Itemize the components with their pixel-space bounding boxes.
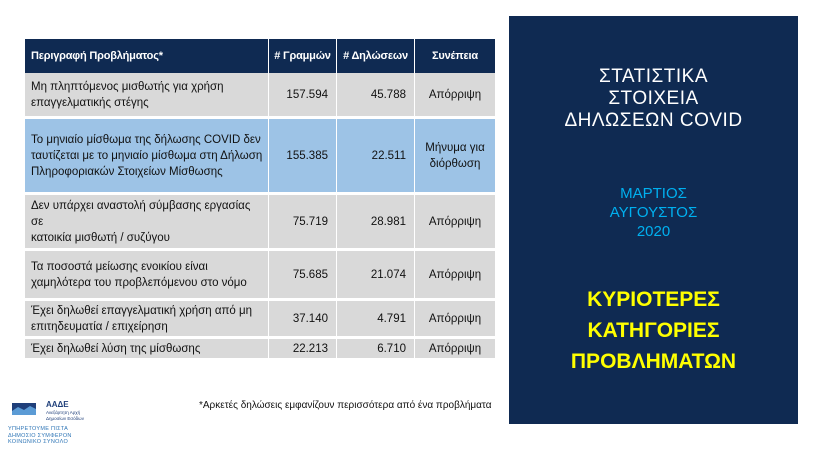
row-lines-count: 75.719 [269,195,337,251]
row-declarations-count: 45.788 [337,73,415,119]
logo-motto: ΥΠΗΡΕΤΟΥΜΕ ΠΙΣΤΑ ΔΗΜΟΣΙΟ ΣΥΜΦΕΡΟΝ ΚΟΙΝΩΝΙΚΟ ΣΥΝΟΛΟ [8,426,72,445]
aade-logo-icon [12,403,36,415]
title-panel [509,16,798,424]
row-consequence: Απόρριψη [415,301,495,339]
panel-title: ΣΤΑΤΙΣΤΙΚΑ ΣΤΟΙΧΕΙΑ ΔΗΛΩΣΕΩΝ COVID [564,66,743,131]
row-description: Τα ποσοστά μείωσης ενοικίου είναι χαμηλότερα του προβλεπόμενου στο νόμο [25,251,269,301]
row-description: Έχει δηλωθεί λύση της μίσθωσης [25,339,269,361]
panel-period: ΜΑΡΤΙΟΣ ΑΥΓΟΥΣΤΟΣ 2020 [609,185,698,240]
panel-heading: ΚΥΡΙΟΤΕΡΕΣ ΚΑΤΗΓΟΡΙΕΣ ΠΡΟΒΛΗΜΑΤΩΝ [570,288,737,373]
row-declarations-count: 21.074 [337,251,415,301]
table-header-row [25,39,495,73]
table-row [25,195,495,251]
header-description: Περιγραφή Προβλήματος* [25,39,269,73]
table-row [25,301,495,339]
header-declarations-count: # Δηλώσεων [337,39,415,73]
table-row [25,73,495,119]
problems-table-container [25,39,495,361]
row-lines-count: 22.213 [269,339,337,361]
row-declarations-count: 28.981 [337,195,415,251]
table-footnote: *Αρκετές δηλώσεις εμφανίζουν περισσότερα από ένα προβλήματα [199,400,492,411]
row-consequence: Απόρριψη [415,251,495,301]
row-consequence: Απόρριψη [415,339,495,361]
header-consequence: Συνέπεια [415,39,495,73]
problems-table [25,39,495,361]
row-lines-count: 75.685 [269,251,337,301]
row-description: Δεν υπάρχει αναστολή σύμβασης εργασίας σε κατοικία μισθωτή / συζύγου [25,195,269,251]
row-consequence: Μήνυμα για διόρθωση [415,119,495,195]
aade-logo [6,400,166,448]
row-declarations-count: 6.710 [337,339,415,361]
table-row [25,339,495,361]
header-lines-count: # Γραμμών [269,39,337,73]
table-row [25,251,495,301]
table-row-highlighted [25,119,495,195]
logo-subtitle-2: Δημοσίων Εσόδων [46,416,84,421]
logo-name: ΑΑΔΕ [46,400,69,409]
logo-subtitle-1: Ανεξάρτητη Αρχή [46,410,81,415]
row-consequence: Απόρριψη [415,73,495,119]
row-declarations-count: 4.791 [337,301,415,339]
row-description: Μη πληπτόμενος μισθωτής για χρήση επαγγελματικής στέγης [25,73,269,119]
row-lines-count: 157.594 [269,73,337,119]
row-consequence: Απόρριψη [415,195,495,251]
row-description: Το μηνιαίο μίσθωμα της δήλωσης COVID δεν ταυτίζεται με το μηνιαίο μίσθωμα στη Δήλωση Πληροφοριακών Στοιχείων Μίσθωσης [25,119,269,195]
row-lines-count: 37.140 [269,301,337,339]
row-lines-count: 155.385 [269,119,337,195]
row-description: Έχει δηλωθεί επαγγελματική χρήση από μη επιτηδευματία / επιχείρηση [25,301,269,339]
row-declarations-count: 22.511 [337,119,415,195]
